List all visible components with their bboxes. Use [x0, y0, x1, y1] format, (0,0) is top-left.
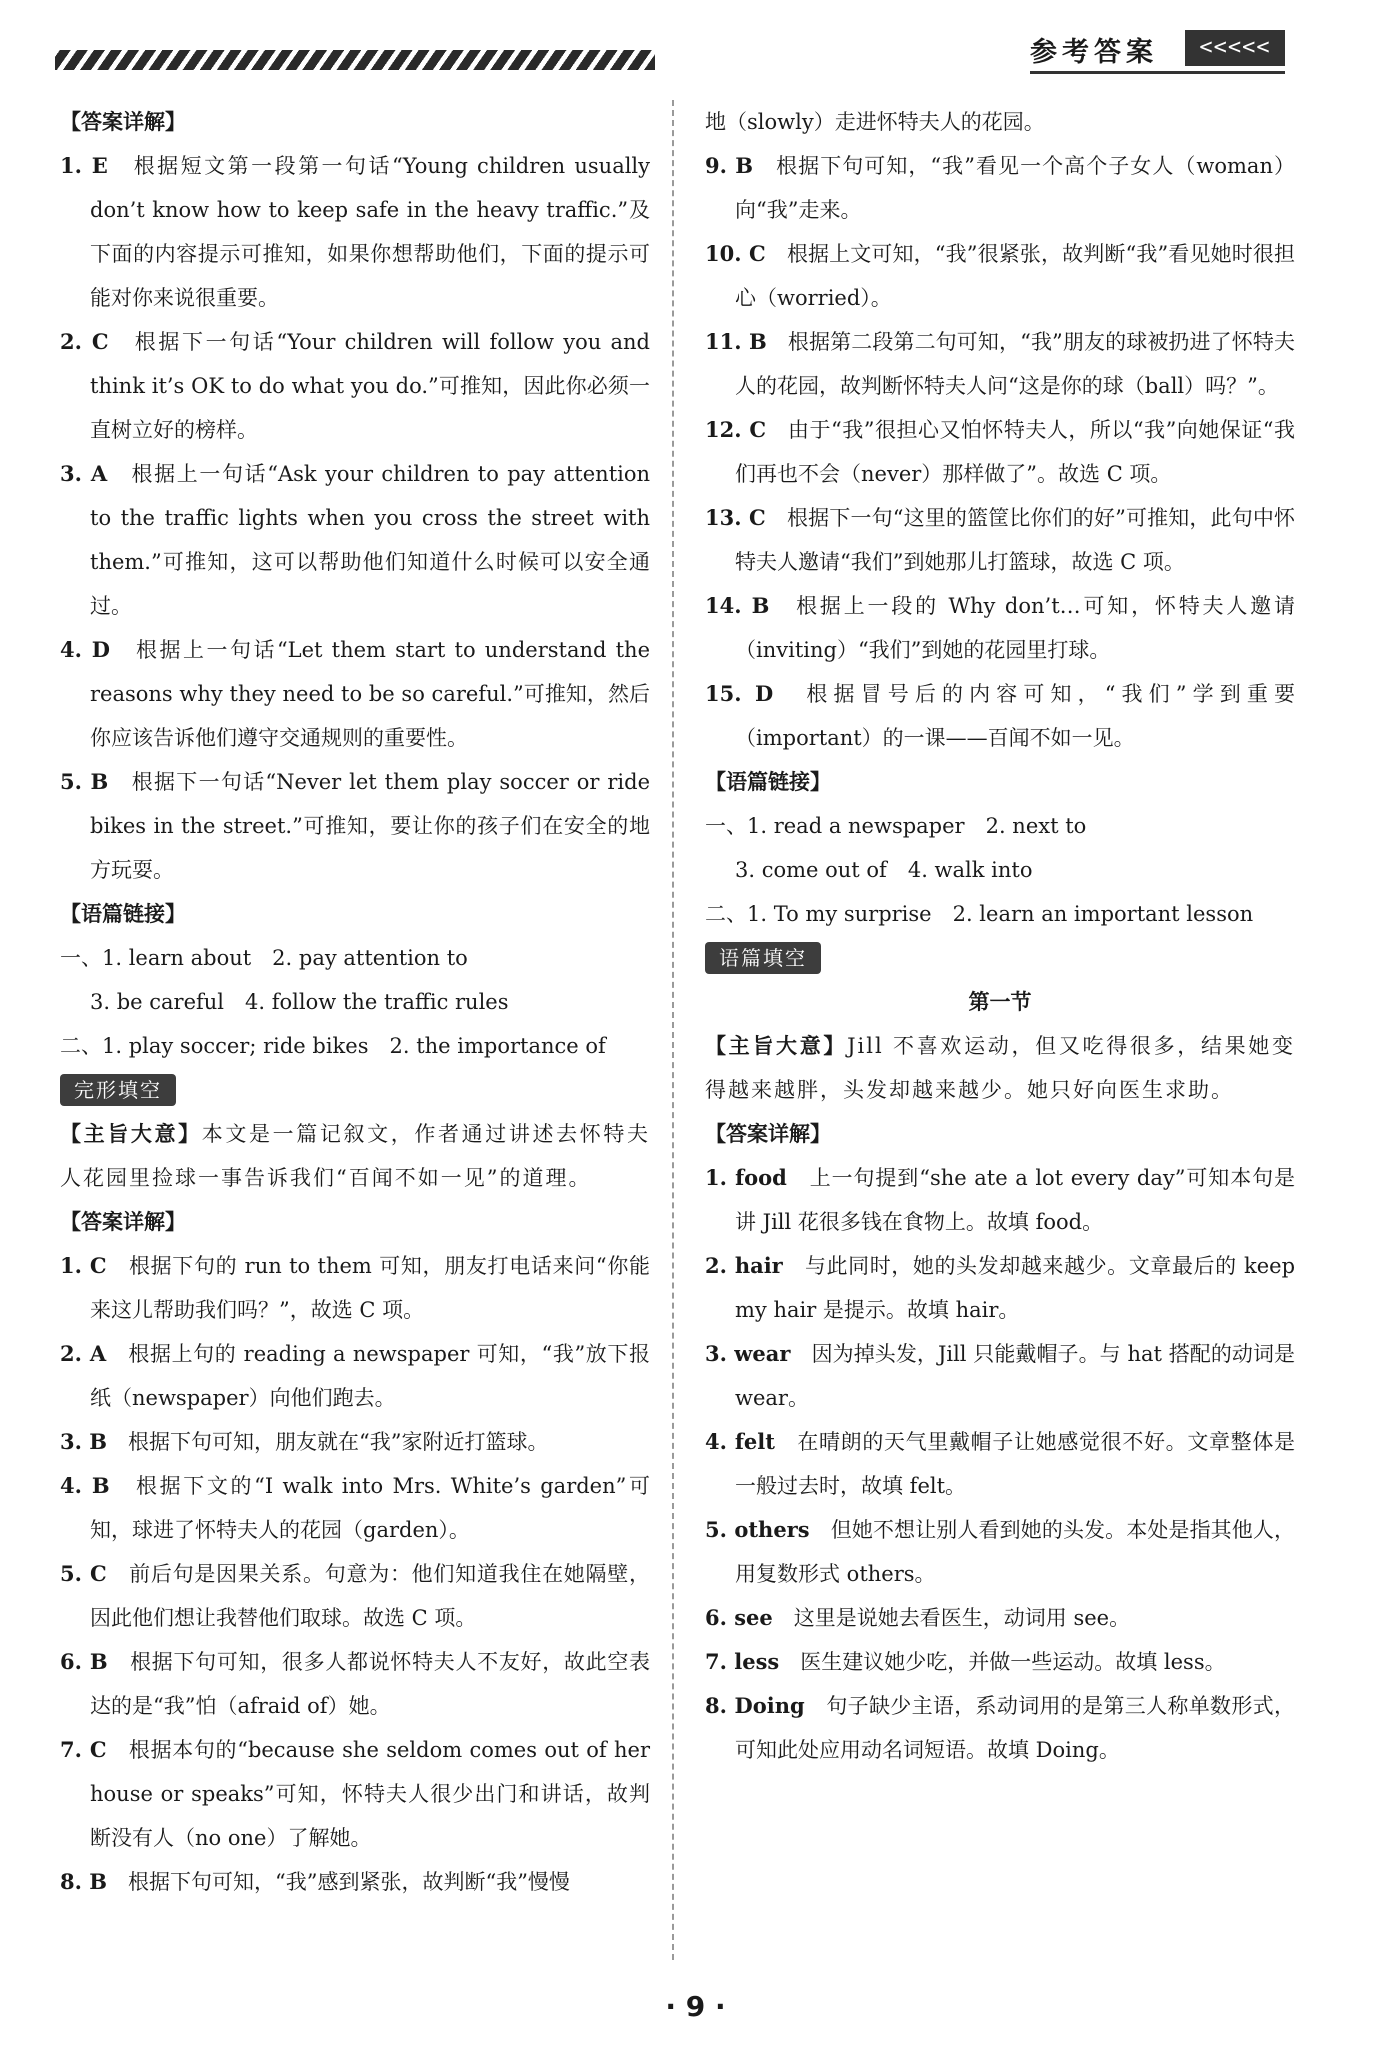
right-column: [705, 100, 1295, 1772]
answer-number: 2. A: [60, 1341, 107, 1366]
answer-text: 因为掉头发，Jill 只能戴帽子。与 hat 搭配的动词是 wear。: [735, 1342, 1296, 1410]
answer-item: [705, 584, 1295, 672]
answer-number: 9. B: [705, 153, 754, 178]
section-badge-cloze: 完形填空: [60, 1074, 176, 1106]
answer-number: 1. E: [60, 153, 108, 178]
summary-paragraph: [705, 1024, 1295, 1112]
answer-text: 根据上一句话“Ask your children to pay attention to the traffic lights when you cross the street with them.”可推知，这可以帮助他们知道什么时候可以安全通过。: [90, 462, 651, 618]
answer-text: 前后句是因果关系。句意为：他们知道我住在她隔壁，因此他们想让我替他们取球。故选 C 项。: [90, 1562, 651, 1630]
section-heading-answers: 【答案详解】: [705, 1122, 831, 1146]
answer-number: 1. food: [705, 1165, 787, 1190]
answer-item: [705, 1420, 1295, 1508]
answer-number: 5. B: [60, 769, 109, 794]
answer-text: 医生建议她少吃，并做一些运动。故填 less。: [800, 1650, 1226, 1674]
answer-text: 根据下句的 run to them 可知，朋友打电话来问“你能来这儿帮助我们吗？”，故选 C 项。: [90, 1254, 650, 1322]
link-line: 二、1. To my surprise 2. learn an important lesson: [705, 902, 1254, 926]
header-title: 参考答案: [1030, 37, 1158, 68]
answer-item: [705, 1640, 1295, 1684]
answer-continuation: 地（slowly）走进怀特夫人的花园。: [705, 110, 1045, 134]
link-line: 二、1. play soccer; ride bikes 2. the importance of: [60, 1034, 606, 1058]
left-column: [60, 100, 650, 1904]
answer-text: 这里是说她去看医生，动词用 see。: [793, 1606, 1131, 1630]
answer-text: 根据下句可知，很多人都说怀特夫人不友好，故此空表达的是“我”怕（afraid of）她。: [90, 1650, 651, 1718]
answer-item: [60, 1552, 650, 1640]
answer-item: [705, 320, 1295, 408]
answer-item: [60, 628, 650, 760]
link-line: 一、1. read a newspaper 2. next to: [705, 814, 1087, 838]
answer-number: 7. less: [705, 1649, 780, 1674]
answer-number: 3. B: [60, 1429, 107, 1454]
answer-number: 3. A: [60, 461, 108, 486]
answer-number: 6. see: [705, 1605, 773, 1630]
answer-text: 根据上句的 reading a newspaper 可知，“我”放下报纸（newspaper）向他们跑去。: [90, 1342, 651, 1410]
answer-item: [705, 1244, 1295, 1332]
answer-number: 13. C: [705, 505, 766, 530]
subsection-title: 第一节: [968, 990, 1032, 1014]
link-line: 一、1. learn about 2. pay attention to: [60, 946, 468, 970]
answer-item: [705, 1156, 1295, 1244]
link-line: 3. come out of 4. walk into: [735, 858, 1033, 882]
summary-label: 【主旨大意】: [705, 1033, 848, 1058]
answer-number: 8. B: [60, 1869, 107, 1894]
answer-text: 由于“我”很担心又怕怀特夫人，所以“我”向她保证“我们再也不会（never）那样做了”。故选 C 项。: [735, 418, 1296, 486]
section-heading-links: 【语篇链接】: [705, 770, 831, 794]
answer-text: 根据第二段第二句可知，“我”朋友的球被扔进了怀特夫人的花园，故判断怀特夫人问“这是你的球（ball）吗？”。: [735, 330, 1295, 398]
page-number: · 9 ·: [665, 1990, 726, 2023]
answer-item: [60, 1420, 650, 1464]
answer-text: 根据下一句“这里的篮筐比你们的好”可推知，此句中怀特夫人邀请“我们”到她那儿打篮球，故选 C 项。: [735, 506, 1295, 574]
answer-item: [705, 1684, 1295, 1772]
summary-text: 本文是一篇记叙文，作者通过讲述去怀特夫人花园里捡球一事告诉我们“百闻不如一见”的道理。: [60, 1122, 650, 1190]
answer-item: [705, 144, 1295, 232]
answer-number: 4. felt: [705, 1429, 775, 1454]
answer-item: [705, 1508, 1295, 1596]
answer-number: 4. B: [60, 1473, 110, 1498]
answer-item: [705, 1332, 1295, 1420]
answer-item: [60, 760, 650, 892]
answer-text: 根据下一句话“Your children will follow you and think it’s OK to do what you do.”可推知，因此你必须一直树立好的榜样。: [90, 330, 651, 442]
answer-item: [60, 144, 650, 320]
summary-label: 【主旨大意】: [60, 1121, 202, 1146]
link-line: 3. be careful 4. follow the traffic rules: [90, 990, 509, 1014]
answer-item: [705, 232, 1295, 320]
answer-number: 8. Doing: [705, 1693, 805, 1718]
answer-number: 7. C: [60, 1737, 107, 1762]
header-arrows-icon: <<<<<: [1185, 30, 1285, 66]
answer-text: 根据本句的“because she seldom comes out of her house or speaks”可知，怀特夫人很少出门和讲话，故判断没有人（no one）了解她。: [90, 1738, 650, 1850]
answer-text: 上一句提到“she ate a lot every day”可知本句是讲 Jill 花很多钱在食物上。故填 food。: [735, 1166, 1295, 1234]
answer-item: [60, 1244, 650, 1332]
answer-text: 根据下句可知，“我”看见一个高个子女人（woman）向“我”走来。: [735, 154, 1296, 222]
answer-text: 根据上一句话“Let them start to understand the reasons why they need to be so careful.”可推知，然后你应该告诉他们遵守交通规则的重要性。: [90, 638, 651, 750]
summary-paragraph: [60, 1112, 650, 1200]
answer-text: 根据短文第一段第一句话“Young children usually don’t know how to keep safe in the heavy traffic.”及下面的内容提示可推知，如果你想帮助他们，下面的提示可能对你来说很重要。: [90, 154, 651, 310]
answer-item: [60, 1860, 650, 1904]
answer-text: 根据下句可知，朋友就在“我”家附近打篮球。: [127, 1430, 549, 1454]
answer-number: 2. C: [60, 329, 109, 354]
answer-item: [60, 1640, 650, 1728]
section-badge-passage-fill: 语篇填空: [705, 942, 821, 974]
answer-number: 10. C: [705, 241, 766, 266]
answer-item: [705, 496, 1295, 584]
answer-number: 3. wear: [705, 1341, 791, 1366]
answer-number: 6. B: [60, 1649, 108, 1674]
header-stripe-bar: [55, 50, 655, 70]
answer-item: [705, 672, 1295, 760]
section-heading-answers: 【答案详解】: [60, 110, 186, 134]
column-divider: [672, 100, 674, 1960]
answer-text: 根据上文可知，“我”很紧张，故判断“我”看见她时很担心（worried）。: [735, 242, 1295, 310]
answer-text: 根据下一句话“Never let them play soccer or ride bikes in the street.”可推知，要让你的孩子们在安全的地方玩耍。: [90, 770, 650, 882]
answer-item: [60, 1728, 650, 1860]
answer-text: 根据上一段的 Why don’t…可知，怀特夫人邀请（inviting）“我们”到她的花园里打球。: [735, 594, 1295, 662]
answer-number: 14. B: [705, 593, 770, 618]
answer-text: 根据下句可知，“我”感到紧张，故判断“我”慢慢: [127, 1870, 570, 1894]
answer-number: 4. D: [60, 637, 110, 662]
summary-text: Jill 不喜欢运动，但又吃得很多，结果她变得越来越胖，头发却越来越少。她只好向医生求助。: [705, 1034, 1295, 1102]
answer-text: 根据冒号后的内容可知，“我们”学到重要（important）的一课——百闻不如一见。: [735, 682, 1295, 750]
answer-text: 句子缺少主语，系动词用的是第三人称单数形式，可知此处应用动名词短语。故填 Doing。: [735, 1694, 1295, 1762]
header-rule: [1030, 71, 1285, 74]
answer-number: 5. others: [705, 1517, 810, 1542]
section-heading-links: 【语篇链接】: [60, 902, 186, 926]
answer-number: 12. C: [705, 417, 767, 442]
answer-number: 1. C: [60, 1253, 107, 1278]
answer-item: [60, 452, 650, 628]
answer-text: 在晴朗的天气里戴帽子让她感觉很不好。文章整体是一般过去时，故填 felt。: [735, 1430, 1296, 1498]
answer-item: [60, 1332, 650, 1420]
answer-text: 但她不想让别人看到她的头发。本处是指其他人，用复数形式 others。: [735, 1518, 1295, 1586]
answer-text: 与此同时，她的头发却越来越少。文章最后的 keep my hair 是提示。故填 hair。: [735, 1254, 1296, 1322]
answer-number: 11. B: [705, 329, 767, 354]
section-heading-answers: 【答案详解】: [60, 1210, 186, 1234]
answer-text: 根据下文的“I walk into Mrs. White’s garden”可知，球进了怀特夫人的花园（garden）。: [90, 1474, 651, 1542]
answer-item: [705, 1596, 1295, 1640]
answer-item: [60, 1464, 650, 1552]
answer-number: 2. hair: [705, 1253, 783, 1278]
answer-number: 5. C: [60, 1561, 107, 1586]
answer-number: 15. D: [705, 681, 774, 706]
answer-item: [60, 320, 650, 452]
answer-item: [705, 408, 1295, 496]
